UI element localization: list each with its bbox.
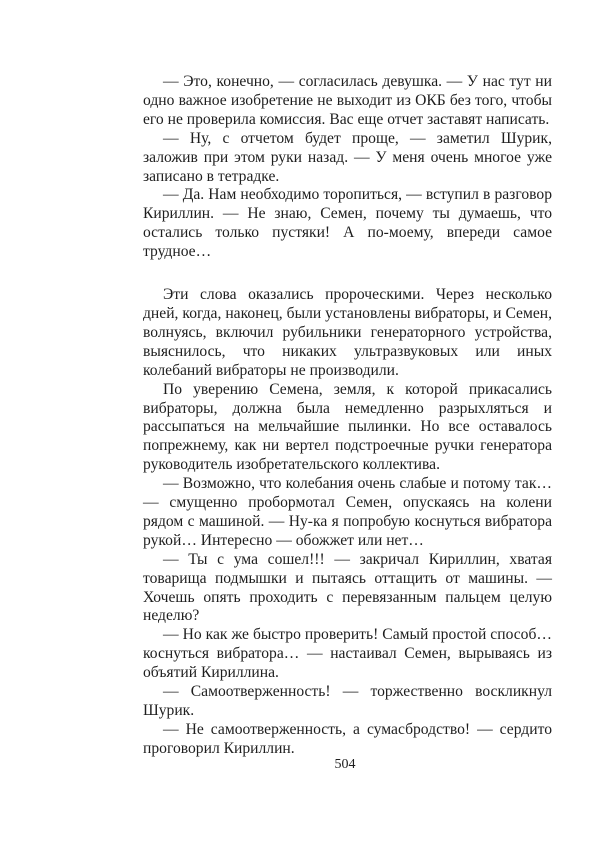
paragraph: — Ну, с отчетом будет проще, — заметил Шурик, заложив при этом руки назад. — У меня очень многое уже записано в тетрадке. xyxy=(143,129,552,185)
paragraph: — Это, конечно, — согласилась девушка. — У нас тут ни одно важное изобретение не выходит из ОКБ без того, чтобы его не проверила комиссия. Вас еще отчет заставят написать. xyxy=(143,73,552,128)
paragraph: — Но как же быстро проверить! Самый простой способ… коснуться вибратора… — настаивал Семен, вырываясь из объятий Кириллина. xyxy=(143,626,552,682)
paragraph: — Самоотверженность! — торжественно воскликнул Шурик. xyxy=(143,683,552,719)
page-text xyxy=(143,73,552,759)
paragraph: — Возможно, что колебания очень слабые и потому так… — смущенно пробормотал Семен, опускаясь на колени рядом с машиной. — Ну-ка я попробую коснуться вибратора рукой… Интересно — обожжет или нет… xyxy=(143,475,552,549)
section-break xyxy=(143,262,552,286)
paragraph: — Ты с ума сошел!!! — закричал Кириллин, хватая товарища подмышки и пытаясь оттащить от машины. — Хочешь опять проходить с перевязанным пальцем целую неделю? xyxy=(143,550,552,625)
paragraph: По уверению Семена, земля, к которой прикасались вибраторы, должна была немедленно разрыхляться и рассыпаться на мельчайшие пылинки. Но все оставалось попрежнему, как ни вертел подстроечные ручки генератора руководитель изобретательского коллектива. xyxy=(143,380,552,474)
paragraph: — Не самоотверженность, а сумасбродство! — сердито проговорил Кириллин. xyxy=(143,720,552,757)
paragraph: Эти слова оказались пророческими. Через несколько дней, когда, наконец, были установлены вибраторы, и Семен, волнуясь, включил рубильники генераторного устройства, выяснилось, что никаких ультразвуковых или иных колебаний вибраторы не производили. xyxy=(143,286,552,379)
page-number: 504 xyxy=(334,757,356,772)
paragraph: — Да. Нам необходимо торопиться, — вступил в разговор Кириллин. — Не знаю, Семен, почему ты думаешь, что остались только пустяки! А по-моему, впереди самое трудное… xyxy=(143,186,552,261)
